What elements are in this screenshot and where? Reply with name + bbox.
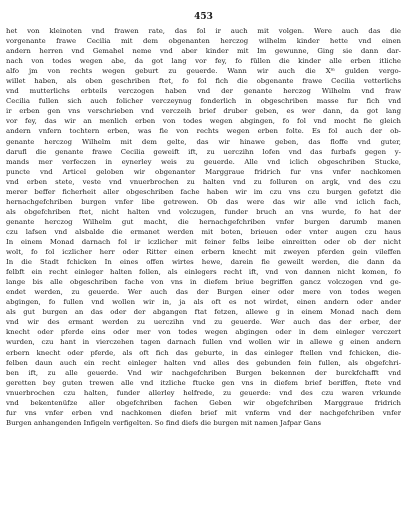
text-line: wolt, fo fol iczlicher herr oder Ritter einen erbern knecht mit zweyen pferden gein vileffen — [6, 248, 401, 257]
page-number: 453 — [194, 12, 213, 22]
text-line: merer beffer ficherheit aller obgeschriben fache haben wir im czu vns czu burgen gefetzt die — [6, 187, 401, 196]
text-line: puncte vnd Articel geloben wir obgenanter Marggraue fridrich fur vns vnfer nachkomen — [6, 167, 401, 176]
text-line: knecht oder pferde eins oder mer von todes wegen abgingen oder in dem einleger verczert — [6, 328, 401, 337]
body-text — [6, 26, 401, 428]
text-line: willet haben, als oben geschriben ftet, fo fol fich die obgenante frawe Cecilia vetterlichs — [6, 77, 401, 86]
text-line: ben ift, zu alle geuerde. Vnd wir nachgefchriben Burgen bekennen der burckfchafft vnd — [6, 368, 401, 377]
text-line: vnd wir des ermant werden zu uerczihn vnd zu geuerde. Wer auch das der erber, der — [6, 318, 401, 327]
text-line: vnd bekentenüfze aller obgefchriben fachen Geben wir obgefchriben Marggraue fridrich — [6, 398, 401, 407]
text-line: lange bis alle obgeschriben fache von vns in diefem briue begriffen gancz volczogen vnd ge- — [6, 278, 401, 287]
text-line: felben daun auch ein recht einleger halten vnd alles des gebunden fein fullen, als obgefchri- — [6, 358, 401, 367]
text-line: abgingen, fo fullen vnd wollen wir in, ja als oft es not wirdet, einen andern oder ander — [6, 298, 401, 307]
text-line: In einem Monad darnach fol ir iczlicher mit feiner felbs leibe einreitten oder ob der nicht — [6, 237, 401, 246]
text-line: vor fey, das wir an menlich erben von todes wegen abgingen, fo fol vnd mocht fie gleich — [6, 117, 401, 126]
text-line: fur vns vnfer erben vnd nachkomen diefen brief mit vnferm vnd der nachgefchriben vnfer — [6, 408, 401, 417]
text-line: vnd erben stete, veste vnd vnuerbrochen zu halten vnd zu folluren on argk, vnd des czu — [6, 177, 401, 186]
text-line: vorgenante frawe Cecilia mit dem obgenanten herczog wilhelm kinder hette vnd einen — [6, 37, 401, 46]
text-line: genante herczog Wilhelm gut macht, die hernachgefchriben vnfer burgen darumb manen — [6, 217, 401, 226]
text-line: erbern knecht oder pferde, als oft fich das geburte, in das einleger ftellen vnd fchicken, die- — [6, 348, 401, 357]
text-line: andern herren vnd Gemahel neme vnd aber kinder mit Im gewunne, Ging sie dann dar- — [6, 47, 401, 56]
text-line: ir erben gen vns verschrieben vnd verczeih brief druber geben, es wer dann, da got lang — [6, 107, 401, 116]
text-line: felbft ein recht einleger halten follen, als einlegers recht ift, vnd von dannen nicht komen, fo — [6, 268, 401, 277]
text-line: andern vnfern tochtern erben, was fie von rechts wegen erben folte. Es fol auch der ob- — [6, 127, 401, 136]
text-line: Burgen anhangenden Infigeln verfigelten. So find diefs die burgen mit namen Jafpar Gans — [6, 418, 322, 427]
text-line: nach von todes wegen abe, da got lang vor fey, fo füllen die kinder alle erben itliche — [6, 57, 401, 66]
text-line: endet werden, zu geuerde. Wer auch das der Burgen einer oder mere von todes wegen — [6, 288, 401, 297]
text-line: genante herczog Wilhelm mit dem gelte, das wir hinawe geben, das floffe vnd guter, — [6, 137, 401, 146]
text-line: geretten bey guten trewen alle vnd itzliche ftucke gen vns in diefem brief beriffen, ftete vnd — [6, 378, 401, 387]
text-line: alfo jm von rechts wegen geburt zu geuerde. Wann wir auch die Xᵐ gulden vergo- — [6, 67, 401, 76]
text-line: czu lafsen vnd alsbalde die ermanet werden mit boten, brieuen oder vnter augen czu haus — [6, 227, 401, 236]
text-line: darufl die genante frawe Cecilia geweift ift, zu uerczihn lofen vnd das furbafs gegen y- — [6, 147, 401, 156]
text-line: als obgefchriben ftet, nicht halten vnd volczugen, funder bruch an vns wurde, fo hat der — [6, 207, 401, 216]
text-line: mands mer verfeczen in eynerley weis zu geuerde. Alle vnd iclich obgeschriben Stucke, — [6, 157, 401, 166]
text-line: hernachgefchriben burgen vnfer libe getrewen. Ob das were das wir alle vnd iclich fach, — [6, 197, 401, 206]
text-line: wurden, czu hant in vierczehen tagen darnach fullen vnd wollen wir in allewe g einen andern — [6, 338, 401, 347]
text-line: het von kleinoten vnd frawen rate, das fol ir auch mit volgen. Were auch das die — [6, 27, 401, 35]
text-line: als gut burgen an das oder der abgangen ftat fetzen, allewe g in einem Monad nach dem — [6, 308, 401, 317]
text-line: vnuerbrochen czu halten, funder allerley helfrede, zu geuerde: vnd des czu waren vrkunde — [6, 388, 401, 397]
text-line: In die Stadt fchicken In eines offen wirtes hewe, darein fie geweilt werden, die dann da — [6, 258, 401, 267]
text-line: Cecilia fullen sich auch folicher verczeynug fonderlich in obgeschriben masse fur fich vnd — [6, 97, 401, 106]
text-line: vnd mutterlichs erbteils verczogen haben vnd der genante herczog Wilhelm vnd fraw — [6, 87, 401, 96]
